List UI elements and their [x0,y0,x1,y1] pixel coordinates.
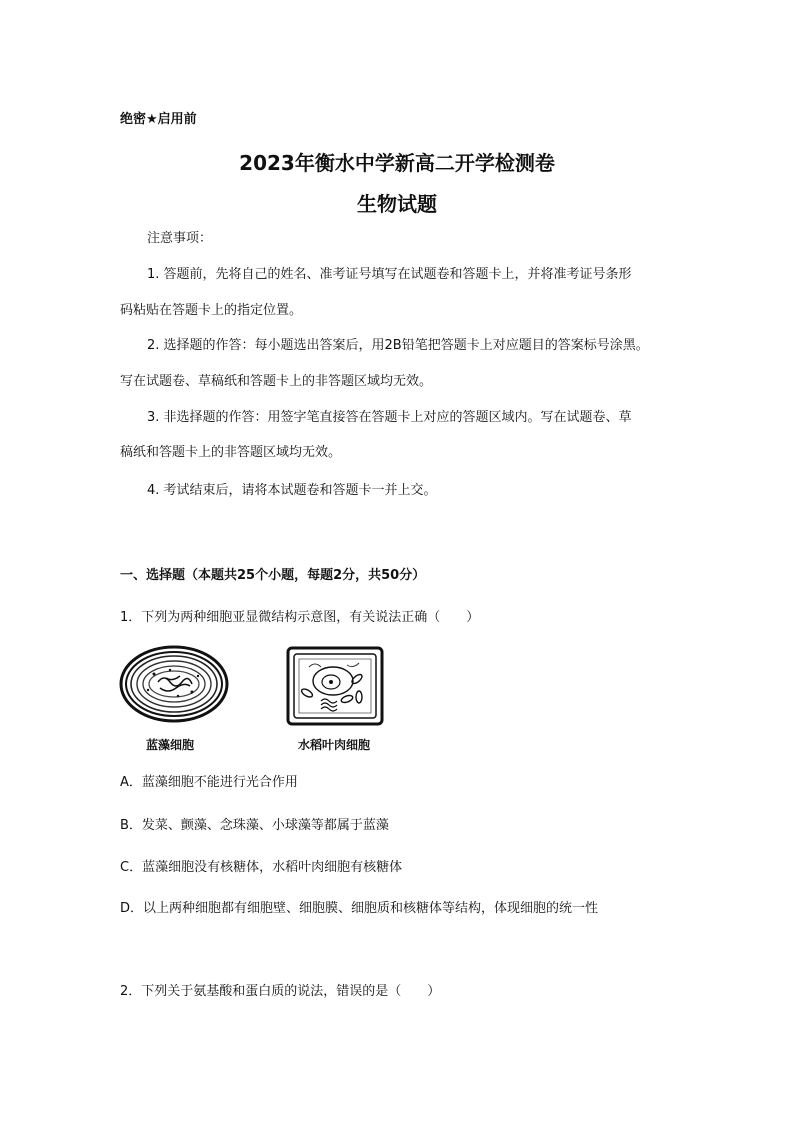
notice-item-1-line-2: 码粘贴在答题卡上的指定位置。 [120,303,303,318]
question-2-stem: 2．下列关于氨基酸和蛋白质的说法，错误的是（ ） [120,984,441,999]
confidential-label: 绝密★启用前 [120,112,197,127]
option-b: B．发菜、颤藻、念珠藻、小球藻等都属于蓝藻 [120,818,389,833]
figure-label-rice-mesophyll: 水稻叶肉细胞 [298,738,371,752]
option-d: D．以上两种细胞都有细胞壁、细胞膜、细胞质和核糖体等结构，体现细胞的统一性 [120,901,599,916]
notice-item-3-line-2: 稿纸和答题卡上的非答题区域均无效。 [120,445,342,460]
rice-mesophyll-cell-figure [285,645,385,727]
exam-title: 2023年衡水中学新高二开学检测卷 [239,151,555,175]
notice-item-4: 4. 考试结束后，请将本试题卷和答题卡一并上交。 [147,483,437,498]
question-1-stem: 1．下列为两种细胞亚显微结构示意图，有关说法正确（ ） [120,610,480,625]
notice-heading: 注意事项： [147,231,213,246]
option-a: A．蓝藻细胞不能进行光合作用 [120,775,298,790]
notice-item-3-line-1: 3. 非选择题的作答：用签字笔直接答在答题卡上对应的答题区域内。写在试题卷、草 [147,410,632,425]
notice-item-1-line-1: 1. 答题前，先将自己的姓名、准考证号填写在试题卷和答题卡上，并将准考证号条形 [147,267,632,282]
figure-label-cyanobacteria: 蓝藻细胞 [146,738,195,752]
section-heading: 一、选择题（本题共25个小题，每题2分，共50分） [120,568,426,583]
notice-item-2-line-1: 2. 选择题的作答：每小题选出答案后，用2B铅笔把答题卡上对应题目的答案标号涂黑。 [147,338,649,353]
option-c: C．蓝藻细胞没有核糖体，水稻叶肉细胞有核糖体 [120,860,403,875]
cyanobacteria-cell-figure [118,644,230,724]
notice-item-2-line-2: 写在试题卷、草稿纸和答题卡上的非答题区域均无效。 [120,374,433,389]
exam-subtitle: 生物试题 [357,192,437,216]
